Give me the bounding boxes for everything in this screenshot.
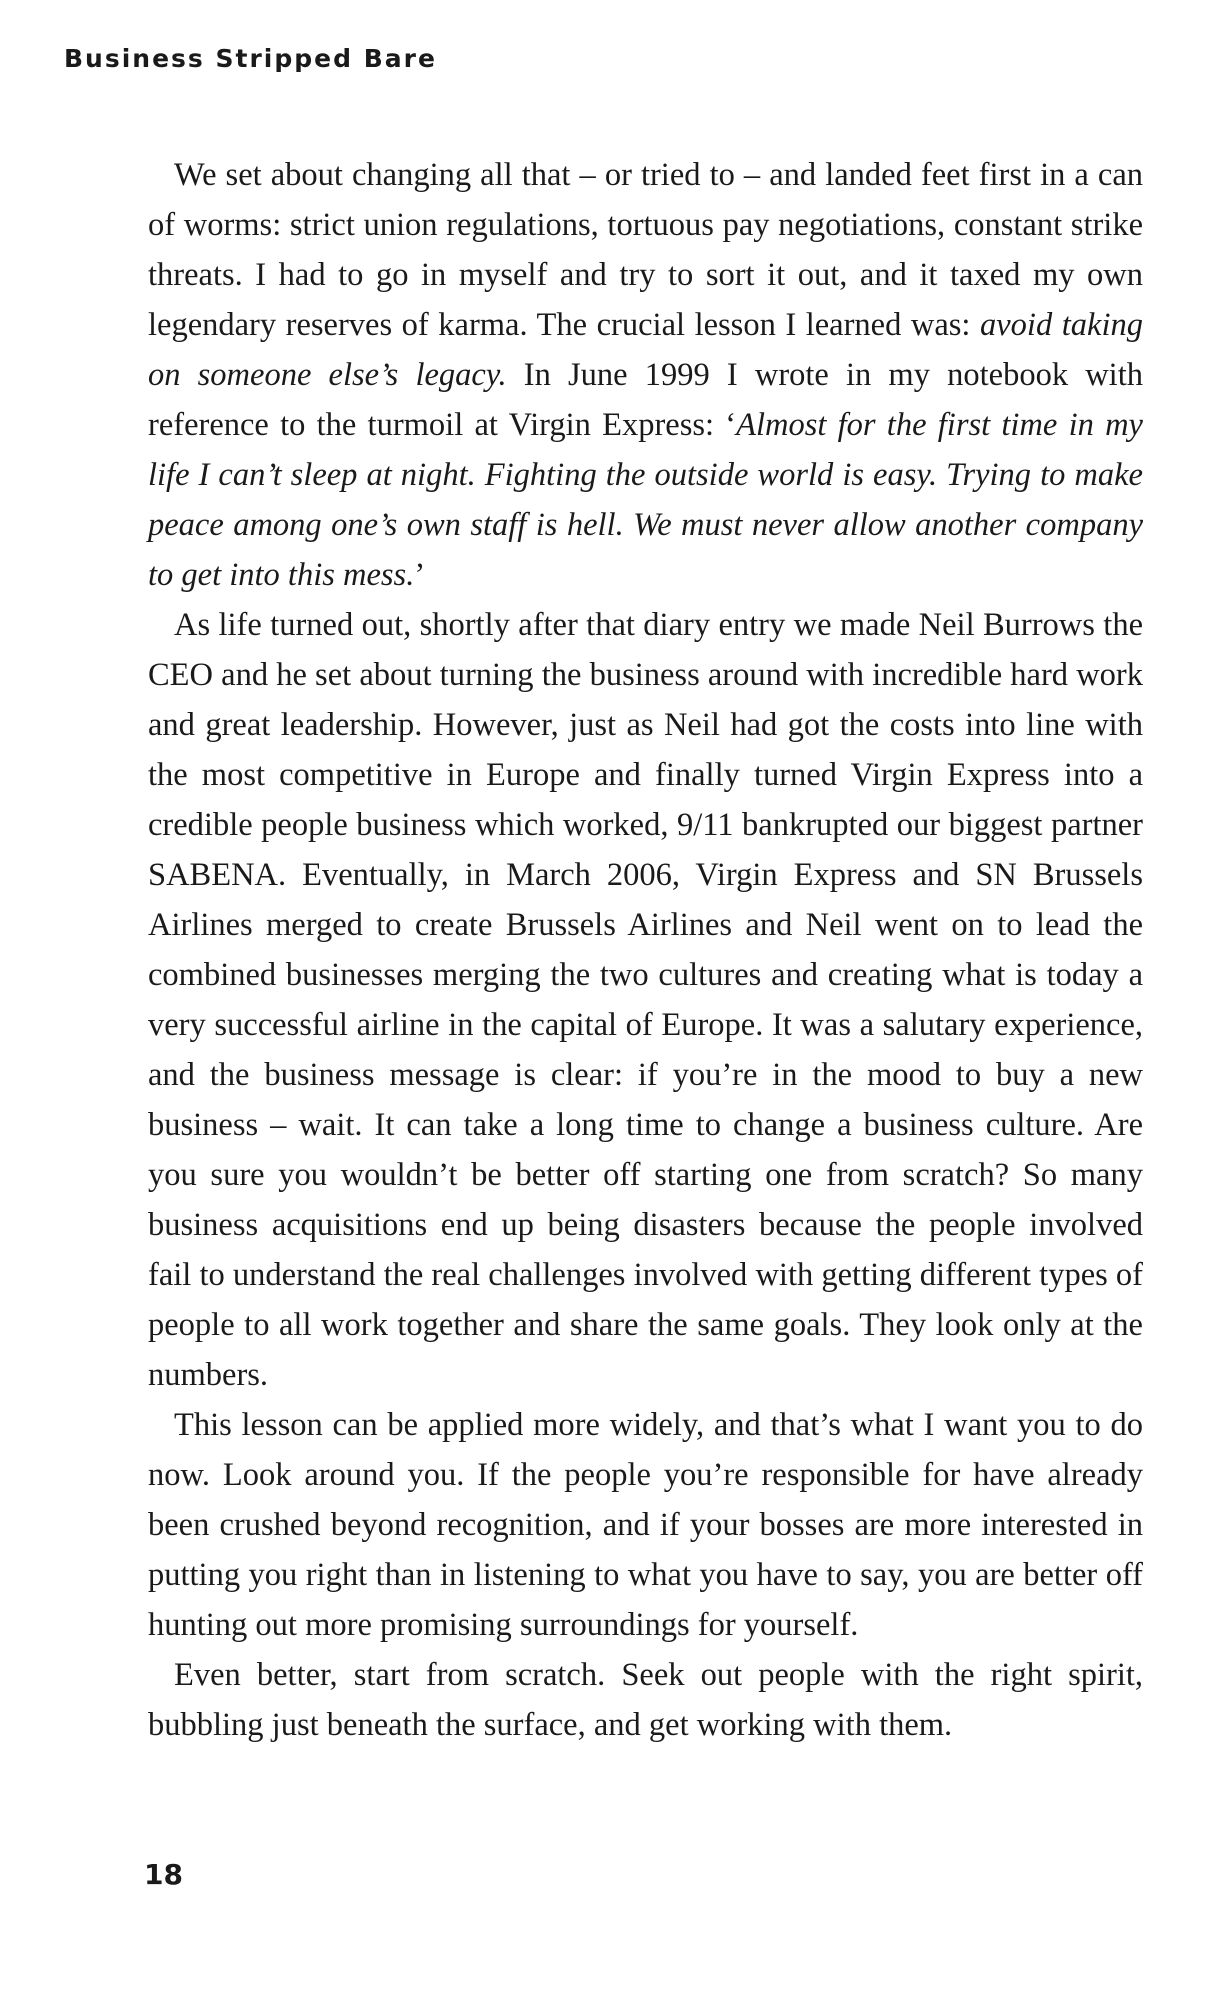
paragraph-4-text: Even better, start from scratch. Seek out people with the right spirit, bubbling just beneath the surface, and get working with them. bbox=[148, 1657, 1143, 1743]
page-number: 18 bbox=[144, 1858, 183, 1891]
paragraph-2 bbox=[148, 600, 1143, 1400]
paragraph-1 bbox=[148, 150, 1143, 600]
paragraph-3 bbox=[148, 1400, 1143, 1650]
paragraph-2-text: As life turned out, shortly after that diary entry we made Neil Burrows the CEO and he set about turning the business around with incredible hard work and great leadership. However, just as Neil had got the costs into line with the most competitive in Europe and finally turned Virgin Express into a credible people business which worked, 9/11 bankrupted our biggest partner SABENA. Eventually, in March 2006, Virgin Express and SN Brussels Airlines merged to create Brussels Airlines and Neil went on to lead the combined businesses merging the two cultures and creating what is today a very successful airline in the capital of Europe. It was a salutary experience, and the business message is clear: if you’re in the mood to buy a new business – wait. It can take a long time to change a business culture. Are you sure you wouldn’t be better off starting one from scratch? So many business acquisitions end up being disasters because the people involved fail to understand the real challenges involved with getting different types of people to all work together and share the same goals. They look only at the numbers. bbox=[148, 607, 1143, 1393]
paragraph-1-text-2: In June 1999 I wrote in my notebook with reference to the turmoil at Virgin Express: ‘ bbox=[148, 357, 1143, 443]
paragraph-1-quote-close: ’ bbox=[414, 557, 426, 593]
running-head-title: Business Stripped Bare bbox=[64, 44, 437, 73]
body-text bbox=[148, 150, 1143, 1750]
paragraph-4 bbox=[148, 1650, 1143, 1750]
paragraph-1-italic-legacy: avoid taking on someone else’s legacy. bbox=[148, 307, 1143, 393]
paragraph-3-text: This lesson can be applied more widely, and that’s what I want you to do now. Look around you. If the people you’re responsible for have already been crushed beyond recognition, and if your bosses are more interested in putting you right than in listening to what you have to say, you are better off hunting out more promising surroundings for yourself. bbox=[148, 1407, 1143, 1643]
paragraph-1-text: We set about changing all that – or tried to – and landed feet first in a can of worms: strict union regulations, tortuous pay negotiations, constant strike threats. I had to go in myself and try to sort it out, and it taxed my own legendary reserves of karma. The crucial lesson I learned was: bbox=[148, 157, 1143, 343]
paragraph-1-italic-quote: Almost for the first time in my life I can’t sleep at night. Fighting the outside world is easy. Trying to make peace among one’s own staff is hell. We must never allow another company to get into this mess. bbox=[148, 407, 1143, 593]
